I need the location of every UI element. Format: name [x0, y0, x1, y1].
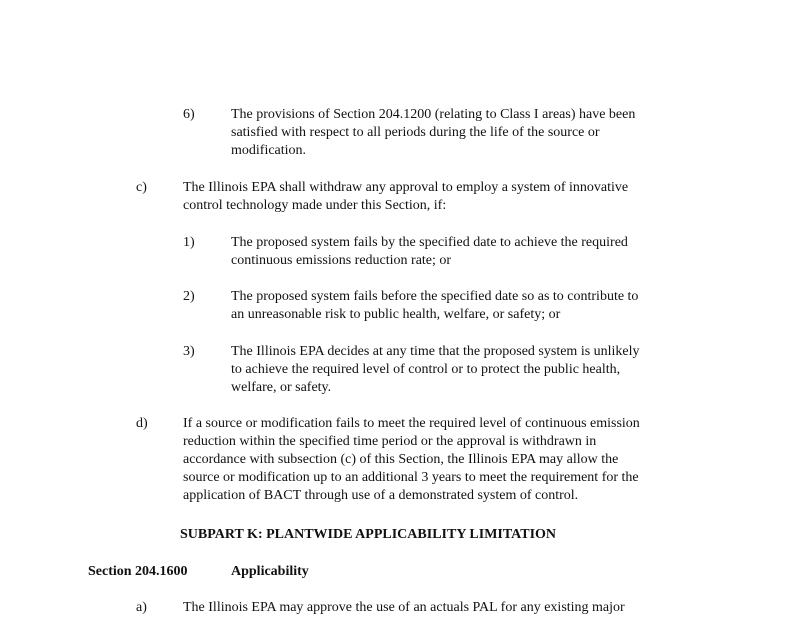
- item-a-line-1: The Illinois EPA may approve the use of an actuals PAL for any existing major: [183, 600, 625, 615]
- subpart-heading: SUBPART K: PLANTWIDE APPLICABILITY LIMITATION: [180, 527, 557, 542]
- item-d-line-5: application of BACT through use of a demonstrated system of control.: [183, 488, 579, 503]
- item-text-1: [231, 234, 628, 270]
- item-d-line-3: accordance with subsection (c) of this Section, the Illinois EPA may allow the: [183, 452, 619, 467]
- section-title: Applicability: [231, 564, 309, 579]
- item-6-line-2: satisfied with respect to all periods during the life of the source or: [231, 125, 600, 140]
- item-label-c: c): [136, 180, 147, 195]
- item-2-line-1: The proposed system fails before the specified date so as to contribute to: [231, 289, 639, 304]
- item-label-d: d): [136, 416, 148, 431]
- item-text-6: [231, 106, 635, 160]
- item-text-d: [183, 415, 640, 505]
- item-text-3: [231, 343, 640, 397]
- item-d-line-1: If a source or modification fails to meet the required level of continuous emission: [183, 416, 640, 431]
- item-label-6: 6): [183, 107, 195, 122]
- item-c-line-2: control technology made under this Section, if:: [183, 198, 447, 213]
- section-number: Section 204.1600: [88, 564, 188, 579]
- item-label-1: 1): [183, 235, 195, 250]
- item-3-line-1: The Illinois EPA decides at any time that the proposed system is unlikely: [231, 344, 640, 359]
- item-text-2: [231, 288, 638, 324]
- item-c-line-1: The Illinois EPA shall withdraw any approval to employ a system of innovative: [183, 180, 629, 195]
- item-6-line-1: The provisions of Section 204.1200 (relating to Class I areas) have been: [231, 107, 636, 122]
- item-2-line-2: an unreasonable risk to public health, welfare, or safety; or: [231, 307, 561, 322]
- item-label-2: 2): [183, 289, 195, 304]
- item-d-line-2: reduction within the specified time period or the approval is withdrawn in: [183, 434, 597, 449]
- item-d-line-4: source or modification up to an additional 3 years to meet the requirement for the: [183, 470, 639, 485]
- item-label-3: 3): [183, 344, 195, 359]
- item-text-c: [183, 179, 628, 215]
- item-6-line-3: modification.: [231, 143, 307, 158]
- item-1-line-1: The proposed system fails by the specified date to achieve the required: [231, 235, 628, 250]
- item-3-line-3: welfare, or safety.: [231, 380, 332, 395]
- item-label-a: a): [136, 600, 147, 615]
- item-1-line-2: continuous emissions reduction rate; or: [231, 253, 452, 268]
- item-text-a: [183, 599, 625, 617]
- item-3-line-2: to achieve the required level of control or to protect the public health,: [231, 362, 621, 377]
